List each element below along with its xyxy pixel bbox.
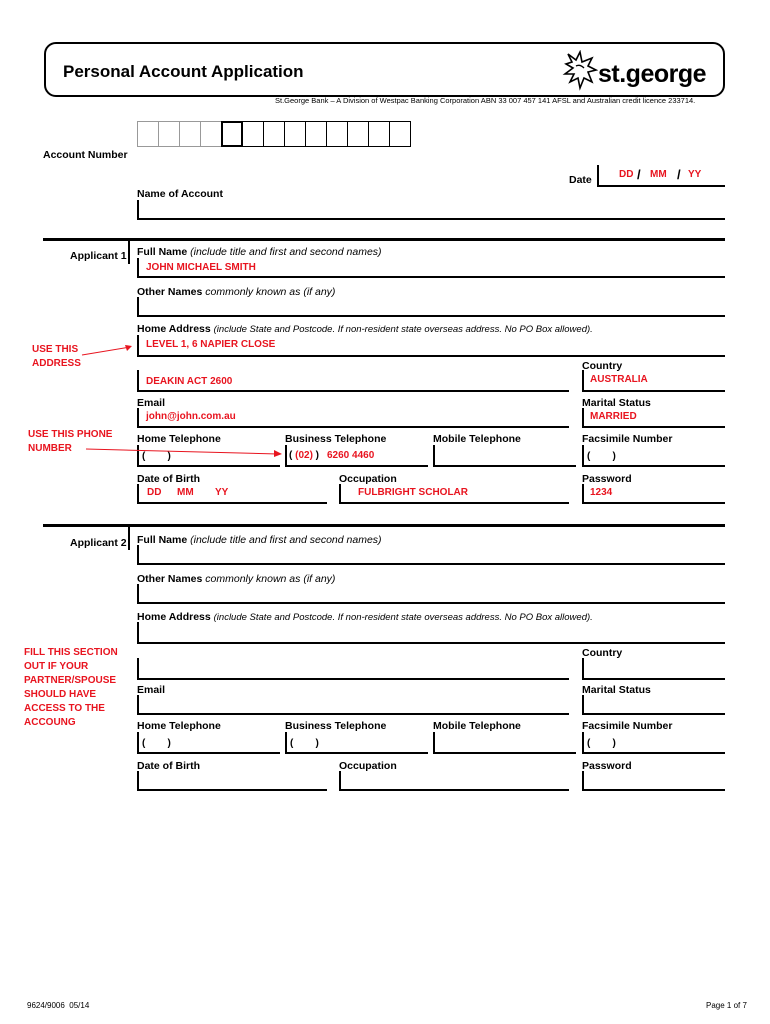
business-telephone-label: Business Telephone (285, 720, 387, 732)
business-telephone-value: 6260 4460 (327, 450, 375, 461)
date-dd: DD (619, 169, 634, 180)
arrow-icon (84, 444, 284, 460)
arrow-icon (80, 340, 136, 360)
country-value: AUSTRALIA (590, 374, 648, 385)
address-line1-value: LEVEL 1, 6 NAPIER CLOSE (146, 339, 276, 350)
account-digit-box[interactable] (263, 121, 285, 147)
home-address-label: Home Address (include State and Postcode. If non-resident state overseas address. No PO Box allowed). (137, 611, 593, 623)
section-divider (43, 238, 725, 241)
email-field[interactable] (137, 695, 569, 715)
mobile-telephone-field[interactable] (433, 732, 576, 754)
mobile-telephone-field[interactable] (433, 445, 576, 467)
account-digit-box[interactable] (221, 121, 243, 147)
marital-status-label: Marital Status (582, 684, 651, 696)
facsimile-value: ( ) (587, 451, 616, 462)
account-digit-box[interactable] (179, 121, 201, 147)
password-value: 1234 (590, 487, 613, 498)
dob-dd: DD (147, 487, 162, 498)
home-telephone-value: ( ) (142, 451, 171, 462)
other-names-field[interactable] (137, 584, 725, 604)
mobile-telephone-label: Mobile Telephone (433, 720, 521, 732)
date-slash: / (637, 167, 641, 182)
home-telephone-label: Home Telephone (137, 720, 221, 732)
account-digit-box[interactable] (158, 121, 180, 147)
other-names-field[interactable] (137, 297, 725, 317)
page-number: Page 1 of 7 (706, 1001, 747, 1010)
home-address-line2-field[interactable] (137, 658, 569, 680)
marital-status-value: MARRIED (590, 411, 637, 422)
facsimile-value: ( ) (587, 738, 616, 749)
other-names-label: Other Names commonly known as (if any) (137, 286, 336, 298)
password-label: Password (582, 473, 632, 485)
date-label: Date (569, 174, 592, 186)
phone-note: USE THIS PHONE NUMBER (28, 429, 113, 454)
email-label: Email (137, 684, 166, 696)
date-yy: YY (688, 169, 702, 180)
full-name-label: Full Name (include title and first and second names) (137, 246, 382, 258)
marital-status-label: Marital Status (582, 397, 651, 409)
applicant2-label: Applicant 2 (70, 537, 127, 549)
occupation-field[interactable] (339, 771, 569, 791)
home-address-line1-field[interactable] (137, 622, 725, 644)
bank-disclaimer: St.George Bank – A Division of Westpac Banking Corporation ABN 33 007 457 141 AFSL and Australian credit licence 233714. (275, 96, 696, 105)
date-of-birth-field[interactable] (137, 484, 327, 504)
dob-mm: MM (177, 487, 194, 498)
business-telephone-label: Business Telephone (285, 433, 387, 445)
other-names-label: Other Names commonly known as (if any) (137, 573, 336, 585)
account-digit-box[interactable] (284, 121, 306, 147)
account-digit-box[interactable] (368, 121, 390, 147)
password-field[interactable] (582, 771, 725, 791)
date-mm: MM (650, 169, 667, 180)
account-digit-box[interactable] (242, 121, 264, 147)
business-telephone-area: ( (02) ) (289, 450, 320, 461)
email-label: Email (137, 397, 166, 409)
applicant1-label: Applicant 1 (70, 250, 127, 262)
home-telephone-label: Home Telephone (137, 433, 221, 445)
section-divider-tick (128, 524, 130, 550)
business-telephone-value: ( ) (290, 738, 319, 749)
facsimile-label: Facsimile Number (582, 433, 673, 445)
brand-logo-text: st.george (598, 60, 707, 88)
name-of-account-label: Name of Account (137, 188, 223, 200)
account-digit-box[interactable] (200, 121, 222, 147)
marital-status-field[interactable] (582, 695, 725, 715)
account-number-boxes[interactable] (137, 121, 410, 147)
full-name-label: Full Name (include title and first and second names) (137, 534, 382, 546)
date-of-birth-label: Date of Birth (137, 760, 200, 772)
dob-yy: YY (215, 487, 229, 498)
address-line2-value: DEAKIN ACT 2600 (146, 376, 233, 387)
country-label: Country (582, 360, 623, 372)
account-number-label: Account Number (43, 149, 128, 161)
section-divider (43, 524, 725, 527)
mobile-telephone-label: Mobile Telephone (433, 433, 521, 445)
section-divider-tick (128, 238, 130, 264)
facsimile-label: Facsimile Number (582, 720, 673, 732)
name-of-account-field[interactable] (137, 200, 725, 220)
account-digit-box[interactable] (305, 121, 327, 147)
page-title: Personal Account Application (63, 62, 304, 81)
account-digit-box[interactable] (137, 121, 159, 147)
address-note: USE THIS ADDRESS (32, 344, 81, 369)
country-label: Country (582, 647, 623, 659)
full-name-field[interactable] (137, 545, 725, 565)
date-of-birth-label: Date of Birth (137, 473, 200, 485)
password-label: Password (582, 760, 632, 772)
dragon-logo-icon (562, 50, 598, 94)
home-address-label: Home Address (include State and Postcode. If non-resident state overseas address. No PO Box allowed). (137, 323, 593, 335)
full-name-value: JOHN MICHAEL SMITH (146, 262, 256, 273)
occupation-label: Occupation (339, 760, 397, 772)
country-field[interactable] (582, 658, 725, 680)
account-digit-box[interactable] (326, 121, 348, 147)
spouse-note: FILL THIS SECTION OUT IF YOUR PARTNER/SPOUSE SHOULD HAVE ACCESS TO THE ACCOUNG (24, 647, 118, 728)
form-code: 9624/9006 05/14 (27, 1001, 90, 1010)
email-value: john@john.com.au (146, 411, 236, 422)
occupation-label: Occupation (339, 473, 397, 485)
date-of-birth-field[interactable] (137, 771, 327, 791)
home-telephone-value: ( ) (142, 738, 171, 749)
occupation-value: FULBRIGHT SCHOLAR (358, 487, 468, 498)
date-slash: / (677, 167, 681, 182)
account-digit-box[interactable] (389, 121, 411, 147)
account-digit-box[interactable] (347, 121, 369, 147)
